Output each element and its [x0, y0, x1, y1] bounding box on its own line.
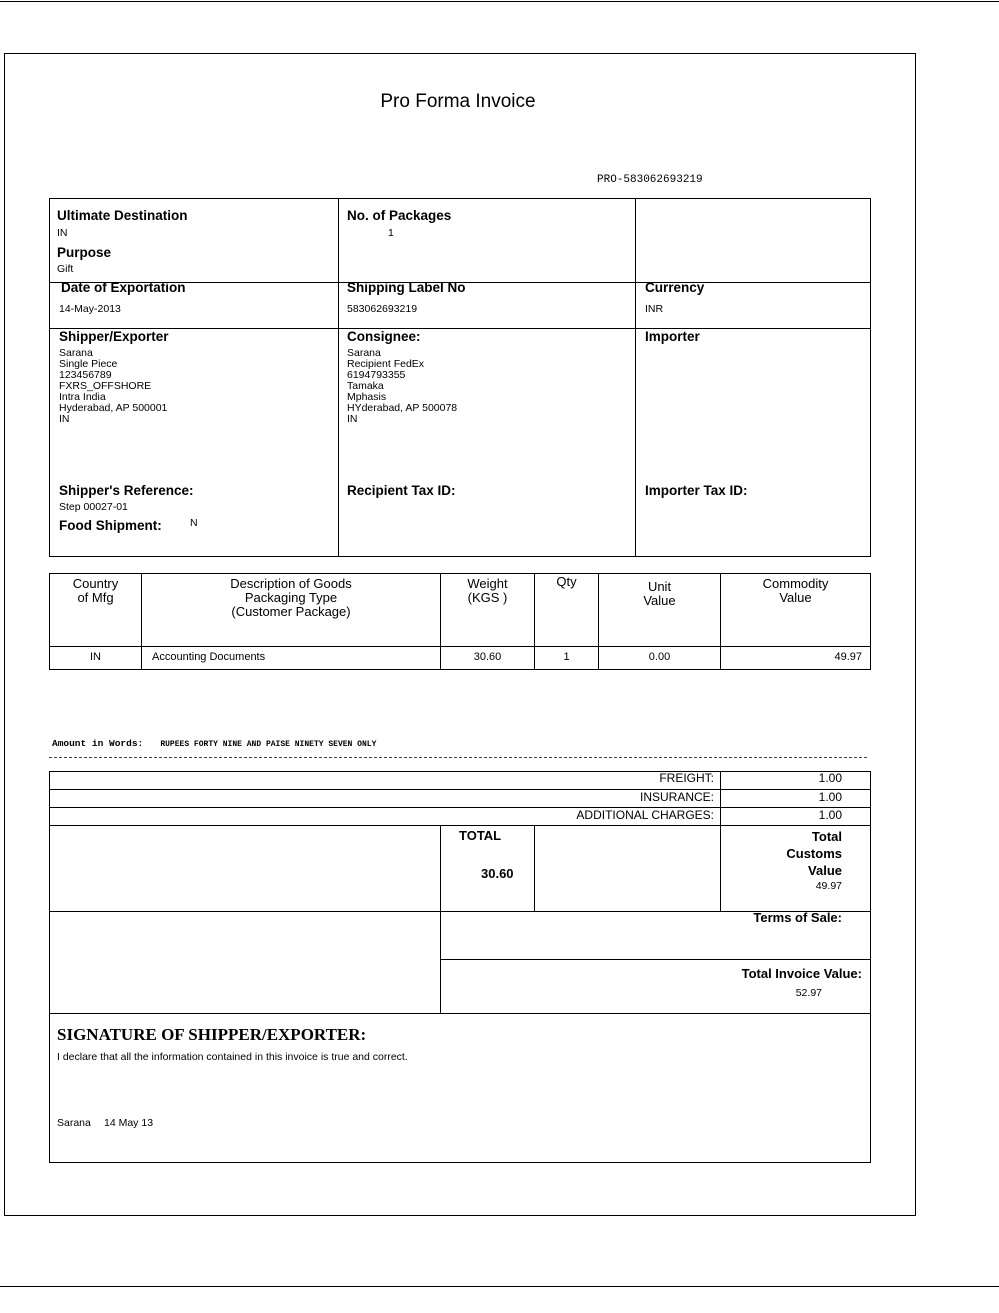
shipping-label-no-label: Shipping Label No	[347, 280, 466, 295]
importer-label: Importer	[645, 329, 700, 344]
header-unit-value: Unit Value	[643, 579, 676, 608]
amount-in-words-value: RUPEES FORTY NINE AND PAISE NINETY SEVEN ONLY	[160, 740, 377, 749]
consignee-address: Sarana Recipient FedEx 6194793355 Tamaka Mphasis HYderabad, AP 500078 IN	[347, 347, 458, 425]
cell-commodity-value: 49.97	[834, 651, 862, 663]
packages-label: No. of Packages	[347, 208, 452, 223]
signatory-name: Sarana	[57, 1117, 91, 1129]
freight-value: 1.00	[818, 771, 842, 785]
table-line	[49, 573, 871, 574]
customs-value-amount: 49.97	[815, 880, 842, 892]
grid-line	[49, 198, 871, 199]
importer-tax-label: Importer Tax ID:	[645, 483, 748, 498]
terms-of-sale-label: Terms of Sale:	[753, 910, 842, 925]
header-commodity-value: Commodity Value	[762, 576, 829, 605]
shipper-address: Sarana Single Piece 123456789 FXRS_OFFSHORE Intra India Hyderabad, AP 500001 IN	[59, 347, 168, 425]
export-date-label: Date of Exportation	[61, 280, 186, 295]
cell-weight: 30.60	[473, 651, 502, 663]
ultimate-destination-value: IN	[57, 227, 68, 239]
signature-bottom-line	[49, 1162, 871, 1163]
charges-line	[720, 771, 721, 912]
cell-unit-value: 0.00	[648, 651, 671, 663]
food-shipment-value: N	[190, 517, 198, 529]
insurance-label: INSURANCE:	[639, 790, 714, 804]
header-country: Country of Mfg	[72, 576, 119, 605]
header-weight: Weight (KGS )	[467, 576, 508, 605]
packages-value: 1	[388, 227, 394, 239]
bottom-rule	[0, 1286, 999, 1287]
cell-country: IN	[90, 651, 101, 663]
pro-number: PRO-583062693219	[597, 174, 703, 186]
food-shipment-label: Food Shipment:	[59, 518, 162, 533]
amount-in-words	[52, 738, 376, 749]
additional-charges-label: ADDITIONAL CHARGES:	[576, 808, 714, 822]
shipper-label: Shipper/Exporter	[59, 329, 169, 344]
header-description: Description of Goods Packaging Type (Customer Package)	[230, 576, 352, 619]
table-line	[49, 669, 871, 670]
currency-label: Currency	[645, 280, 705, 295]
grid-line	[49, 198, 50, 557]
charges-line	[49, 1013, 871, 1014]
signature-heading: SIGNATURE OF SHIPPER/EXPORTER:	[57, 1025, 367, 1044]
charges-line	[534, 825, 535, 912]
table-line	[49, 646, 871, 647]
consignee-label: Consignee:	[347, 329, 421, 344]
charges-line	[49, 825, 871, 826]
charges-line	[49, 771, 50, 1163]
recipient-tax-label: Recipient Tax ID:	[347, 483, 456, 498]
grid-line	[49, 328, 871, 329]
shipping-label-no-value: 583062693219	[347, 303, 418, 315]
amount-in-words-label: Amount in Words:	[52, 738, 144, 749]
grid-line	[870, 198, 871, 557]
charges-line	[870, 771, 871, 1163]
invoice-title: Pro Forma Invoice	[380, 91, 536, 112]
charges-line	[440, 825, 441, 1013]
purpose-value: Gift	[57, 263, 74, 275]
customs-value-label: Total Customs Value	[786, 829, 842, 878]
export-date-value: 14-May-2013	[59, 303, 121, 315]
total-label: TOTAL	[459, 828, 502, 843]
purpose-label: Purpose	[57, 245, 112, 260]
header-qty: Qty	[556, 574, 577, 589]
additional-charges-value: 1.00	[818, 808, 842, 822]
total-invoice-label: Total Invoice Value:	[741, 966, 862, 981]
declaration-text: I declare that all the information contained in this invoice is true and correct.	[57, 1051, 408, 1063]
shipper-reference-value: Step 00027-01	[59, 501, 128, 513]
signature-date: 14 May 13	[104, 1117, 154, 1129]
currency-value: INR	[645, 303, 664, 315]
total-weight-value: 30.60	[481, 866, 514, 881]
insurance-value: 1.00	[818, 790, 842, 804]
top-rule	[0, 1, 999, 2]
charges-line	[440, 959, 871, 960]
grid-line	[49, 556, 871, 557]
shipper-reference-label: Shipper's Reference:	[59, 483, 194, 498]
grid-line	[338, 198, 339, 557]
freight-label: FREIGHT:	[659, 771, 714, 785]
cell-qty: 1	[563, 651, 570, 663]
total-invoice-value: 52.97	[795, 987, 822, 999]
ultimate-destination-label: Ultimate Destination	[57, 208, 188, 223]
table-line	[870, 573, 871, 670]
dashed-divider	[49, 757, 867, 758]
cell-description: Accounting Documents	[152, 651, 266, 663]
grid-line	[635, 198, 636, 557]
